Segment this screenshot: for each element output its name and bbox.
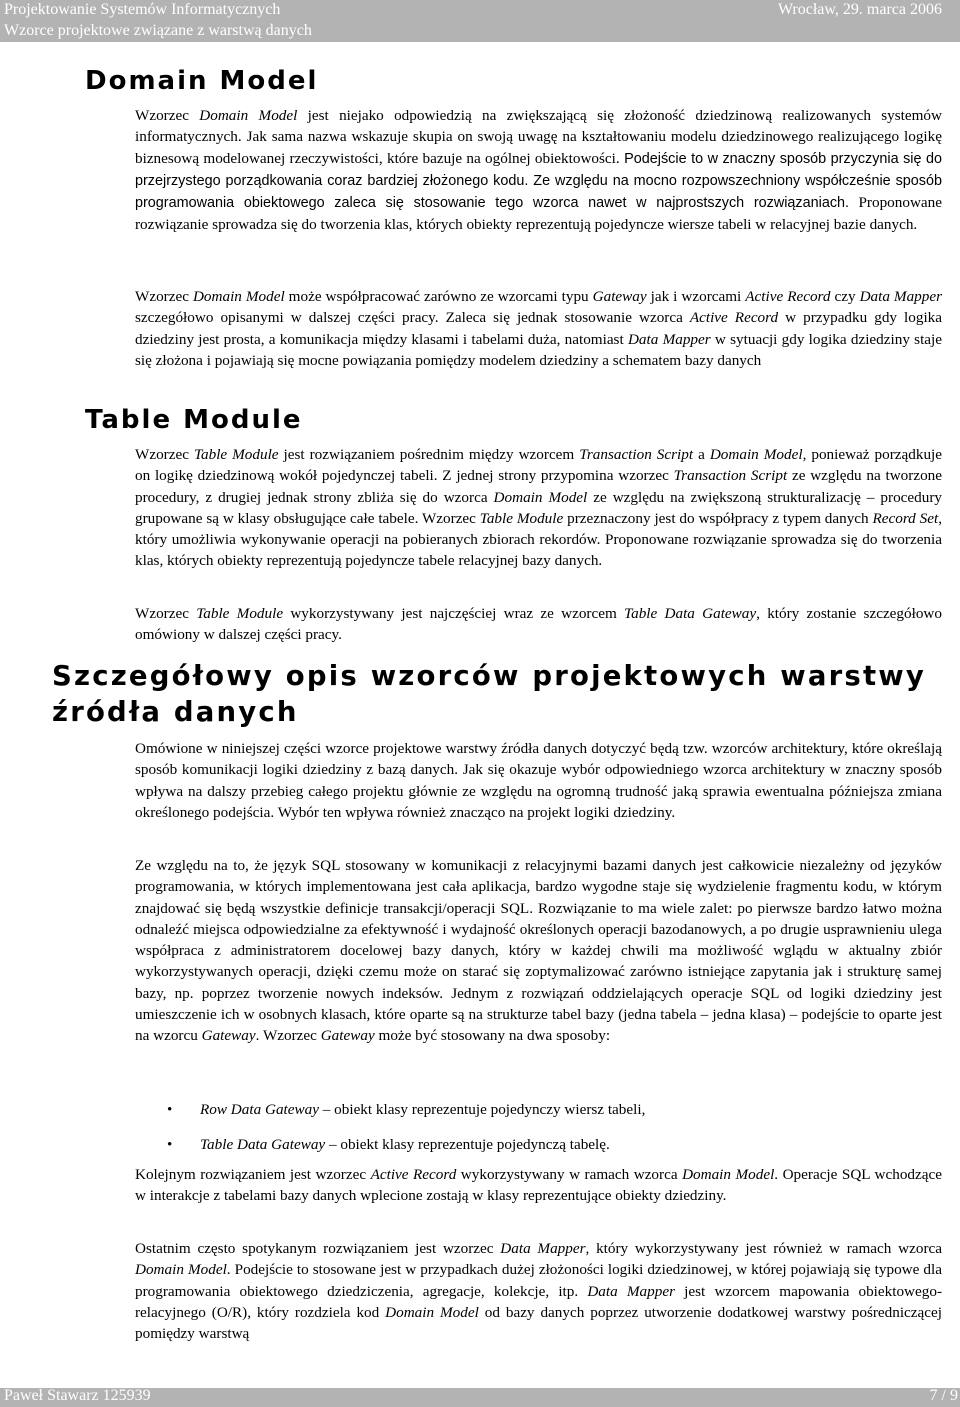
gateway-variants-list [135, 1099, 942, 1155]
footer-author: Paweł Stawarz 125939 [4, 1387, 151, 1404]
paragraph-domain-model-1: Wzorzec Domain Model jest niejako odpowiedzią na zwiększającą się złożoność dziedzinową realizowanych systemów informatycznych. Jak sama nazwa wskazuje skupia on swoją uwagę na kształtowaniu modelu dziedzinowego realizującego logikę biznesową modelowanej rzeczywistości, które bazuje na ogólnej obiektowości. Podejście to w znaczny sposób przyczynia się do przejrzystego porządkowania coraz bardziej złożonego kodu. Ze względu na mocno rozpowszechniony współcześnie sposób programowania obiektowego zaleca się stosowanie tego wzorca nawet w najprostszych rozwiązaniach. Proponowane rozwiązanie sprowadza się do tworzenia klas, których obiekty reprezentują pojedyncze wiersze tabeli w relacyjnej bazie danych. [135, 107, 943, 234]
footer-page-number: 7 / 9 [929, 1387, 958, 1404]
paragraph-table-module-2: Wzorzec Table Module wykorzystywany jest najczęściej wraz ze wzorcem Table Data Gateway, który zostanie szczegółowo omówiony w dalszej części pracy. [135, 605, 942, 644]
list-item: • Table Data Gateway – obiekt klasy reprezentuje pojedynczą tabelę. [167, 1136, 610, 1153]
heading-domain-model: Domain Model [85, 66, 319, 96]
header-place-date: Wrocław, 29. marca 2006 [777, 1, 942, 18]
paragraph-detail-3: Kolejnym rozwiązaniem jest wzorzec Active Record wykorzystywany w ramach wzorca Domain Model. Operacje SQL wchodzące w interakcje z tabelami bazy danych wplecione zostają w klasy reprezentujące obiekty dziedziny. [135, 1166, 942, 1205]
page-header [0, 0, 960, 42]
list-item: • Row Data Gateway – obiekt klasy reprezentuje pojedynczy wiersz tabeli, [167, 1101, 646, 1118]
header-topic: Wzorce projektowe związane z warstwą danych [4, 22, 312, 39]
heading-detail-line-1: Szczegółowy opis wzorców projektowych warstwy [52, 660, 927, 692]
paragraph-detail-2: Ze względu na to, że język SQL stosowany w komunikacji z relacyjnymi bazami danych jest całkowicie niezależny od języków programowania, w których implementowana jest cała aplikacja, bardzo wygodne staje się wydzielenie fragmentu kodu, w którym znajdować się będą wszystkie definicje transakcji/operacji SQL. Rozwiązanie to ma wiele zalet: po pierwsze bardzo łatwo można odnaleźć miejsca odpowiedzialne za efektywność i wydajność określonych operacji bazodanowych, a po drugie usprawnieniu ulega współpraca z administratorem docelowej bazy danych, który w każdej chwili ma możliwość wglądu w aktualny zbiór wykorzystywanych operacji, dzięki czemu może on starać się zoptymalizować zarówno istniejące zapytania jak i strukturę samej bazy, np. poprzez tworzenie nowych indeksów. Jednym z rozwiązań oddzielających operacje SQL od logiki dziedziny jest umieszczenie ich w osobnych klasach, które oparte są na strukturze tabel bazy (jedna tabela – jedna klasa) – podejście to oparte jest na wzorcu Gateway. Wzorzec Gateway może być stosowany na dwa sposoby: [135, 857, 942, 1045]
header-course: Projektowanie Systemów Informatycznych [4, 1, 281, 18]
bullet-icon: • [167, 1136, 173, 1153]
bullet-icon: • [167, 1101, 173, 1118]
heading-detail-line-2: źródła danych [52, 696, 299, 728]
paragraph-detail-1: Omówione w niniejszej części wzorce projektowe warstwy źródła danych dotyczyć będą tzw. wzorców architektury, które określają sposób komunikacji logiki dziedziny z bazą danych. Jak się okazuje wybór odpowiedniego wzorca architektury w znaczny sposób wpływa na dalszy przebieg całego projektu głównie ze względu na ogromną trudność jaką sprawia ewentualna późniejsza zmiana określonego podejścia. Wybór ten wpływa również znacząco na projekt logiki dziedziny. [135, 740, 942, 821]
paragraph-domain-model-2: Wzorzec Domain Model może współpracować zarówno ze wzorcami typu Gateway jak i wzorcami Active Record czy Data Mapper szczegółowo opisanymi w dalszej części pracy. Zaleca się jednak stosowanie wzorca Active Record w przypadku gdy logika dziedziny jest prosta, a komunikacja między klasami i tabelami duża, natomiast Data Mapper w sytuacji gdy logika dziedziny staje się złożona i pojawiają się mocne powiązania pomiędzy modelem dziedziny a schematem bazy danych [135, 288, 943, 369]
paragraph-detail-4: Ostatnim często spotykanym rozwiązaniem jest wzorzec Data Mapper, który wykorzystywany jest również w ramach wzorca Domain Model. Podejście to stosowane jest w przypadkach dużej złożoności logiki dziedzinowej, w której pojawiają się typowe dla programowania obiektowego dziedziczenia, agregacje, kolekcje, itp. Data Mapper jest wzorcem mapowania obiektowego-relacyjnego (O/R), który rozdziela kod Domain Model od bazy danych poprzez utworzenie dodatkowej warstwy pośredniczącej pomiędzy warstwą [135, 1240, 943, 1343]
paragraph-table-module-1: Wzorzec Table Module jest rozwiązaniem pośrednim między wzorcem Transaction Script a Domain Model, ponieważ porządkuje on logikę dziedzinową wokół pojedynczej tabeli. Z jednej strony przypomina wzorzec Transaction Script ze względu na tworzone procedury, z drugiej jednak strony zbliża się do wzorca Domain Model ze względu na zwiększoną strukturalizację – procedury grupowane są w klasy obsługujące całe tabele. Wzorzec Table Module przeznaczony jest do współpracy z typem danych Record Set, który umożliwia wykonywanie operacji na pobieranych zbiorach rekordów. Proponowane rozwiązanie sprowadza się do tworzenia klas, których obiekty reprezentują pojedyncze tabele relacyjnej bazy danych. [135, 446, 943, 570]
page-footer [0, 1388, 960, 1407]
heading-table-module: Table Module [85, 405, 303, 435]
